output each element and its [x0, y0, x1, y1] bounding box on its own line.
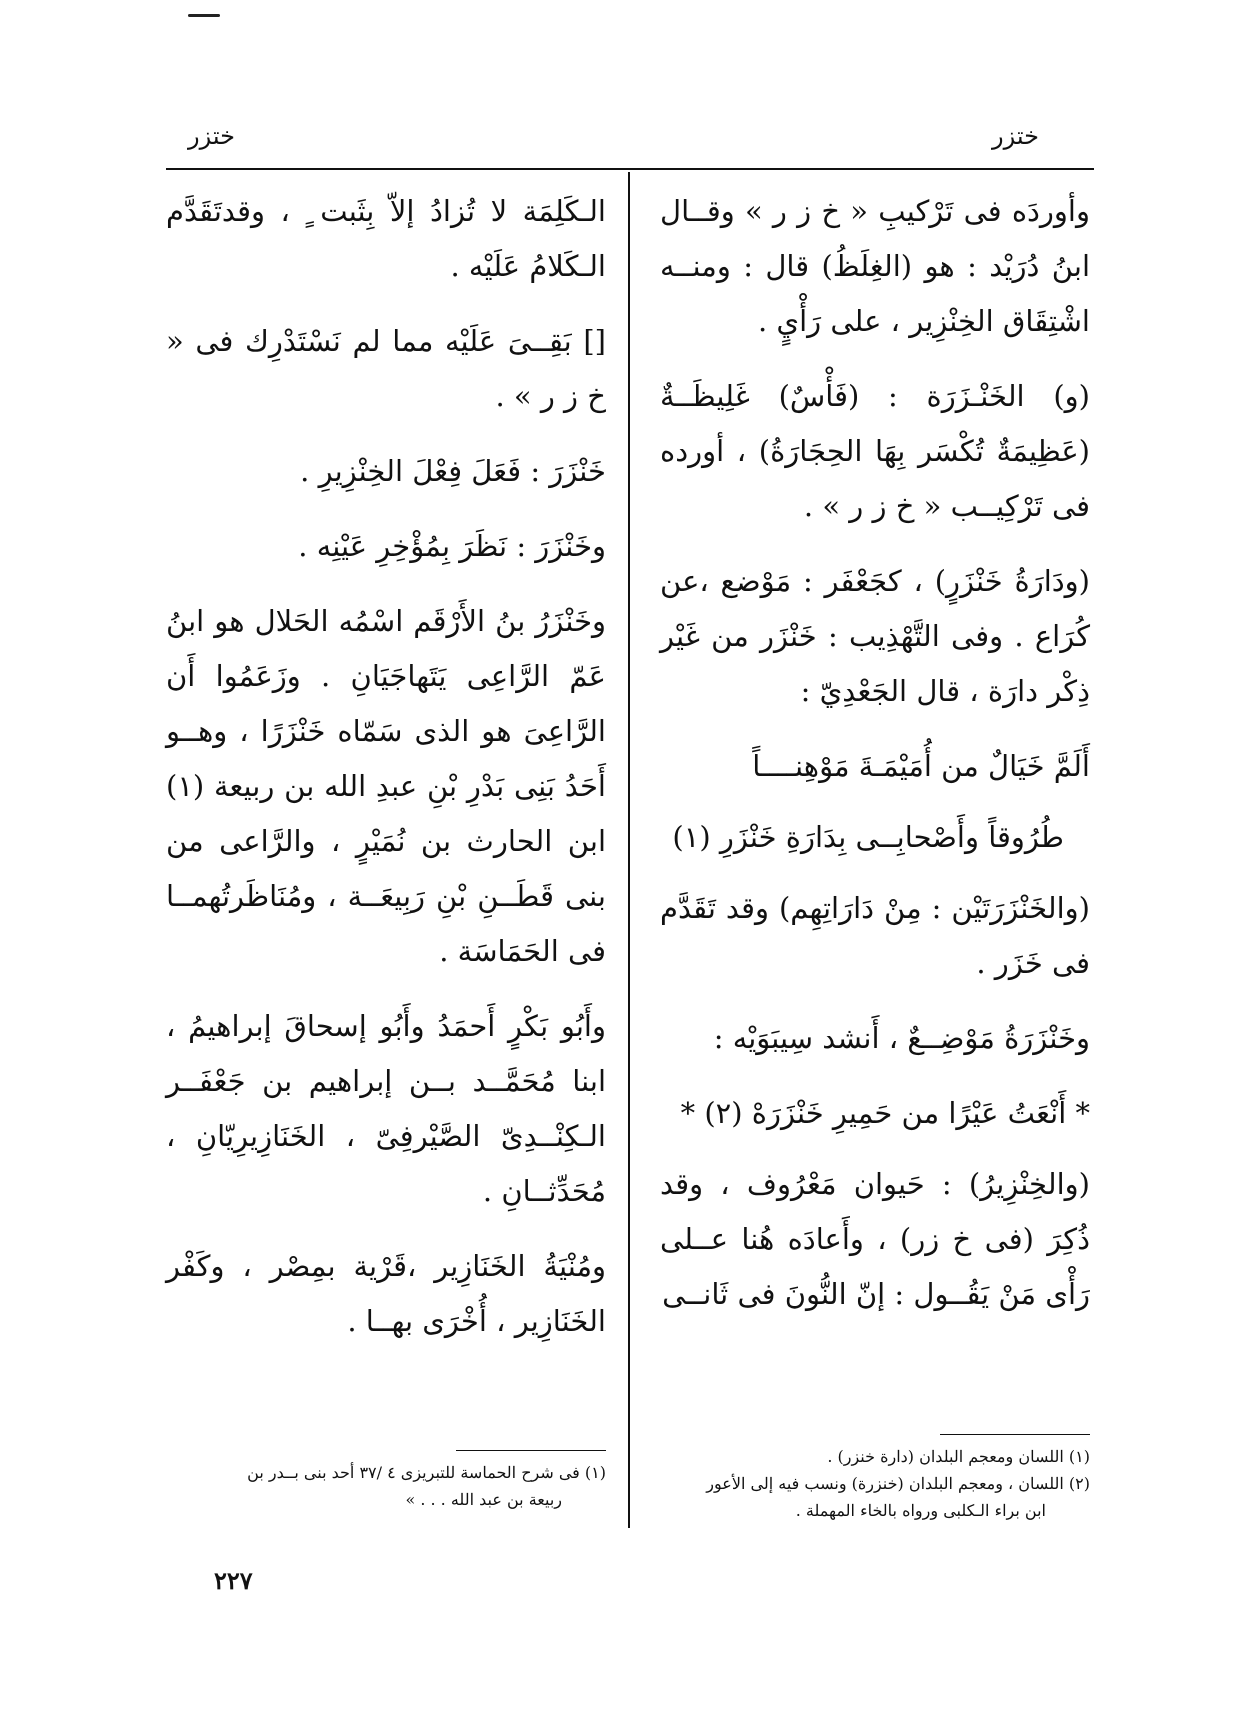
- paragraph: الـكَلِمَة لا تُزادُ إلاّ بِثَبت ٍ ، وقدتَقَدَّم الـكَلامُ عَلَيْه .: [166, 194, 606, 283]
- running-header-left: ختزر: [188, 122, 235, 150]
- column-divider: [628, 172, 630, 1528]
- paragraph: (ودَارَةُ خَنْزَرٍ) ، كجَعْفَر : مَوْضع ،عن كُرَاع . وفى التَّهْذِيب : خَنْزَر من غَيْر ذِكْر دارَة ، قال الجَعْدِيّ :: [660, 564, 1090, 708]
- corner-mark: [188, 14, 220, 17]
- paragraph: ومُنْيَةُ الخَنَازِير ،قَرْية بمِصْر ، وكَفْر الخَنَازِير ، أُخْرَى بهــا .: [166, 1249, 606, 1338]
- running-header-right: ختزر: [992, 122, 1039, 150]
- right-column: [660, 184, 1090, 1342]
- paragraph: (والخِنْزِيرُ) : حَيوان مَعْرُوف ، وقد ذُكِرَ (فى خ زر) ، وأَعادَه هُنا عــلى رَأْى مَنْ يَقُــول : إنّ النُّونَ فى ثَانــى: [660, 1167, 1090, 1311]
- footnote: ربيعة بن عبد الله . . . »: [405, 1490, 562, 1509]
- paragraph: (و) الخَنْـزَرَة : (فَأْسٌ) غَلِيظَــةٌ (عَظِيمَةٌ تُكْسَر بِهَا الحِجَارَةُ) ، أورده فى تَرْكِيــب « خ ز ر » .: [660, 379, 1090, 523]
- left-column: [166, 184, 606, 1369]
- footnote: (٢) اللسان ، ومعجم البلدان (خنزرة) ونسب فيه إلى الأعور: [706, 1474, 1090, 1493]
- paragraph: (والخَنْزَرَتَيْن : مِنْ دَارَاتِهِم) وقد تَقَدَّم فى خَزَر .: [660, 891, 1090, 980]
- verse-line: * أَنْعَتُ عَيْرًا من حَمِيرِ خَنْزَرَهْ (٢) *: [680, 1096, 1090, 1130]
- paragraph: وأوردَه فى تَرْكيبِ « خ ز ر » وقــال ابنُ دُرَيْد : هو (الغِلَظُ) قال : ومنــه اشْتِقَاق الخِنْزِير ، على رَأْيٍ .: [660, 194, 1090, 338]
- paragraph: [] بَقِــىَ عَلَيْه مما لم نَسْتَدْرِك فى « خ ز ر » .: [166, 324, 606, 413]
- footnote: ابن براء الـكلبى ورواه بالخاء المهملة .: [795, 1501, 1046, 1520]
- footnote-rule: [456, 1450, 606, 1451]
- footnote: (١) اللسان ومعجم البلدان (دارة خنزر) .: [827, 1447, 1090, 1466]
- verse-line: أَلَمَّ خَيَالٌ من أُمَيْمَـةَ مَوْهِنــــاً: [752, 749, 1090, 783]
- paragraph: وأَبُو بَكْرٍ أَحمَدُ وأَبُو إسحاقَ إبراهيمُ ، ابنا مُحَمَّــد بــن إبراهيم بن جَعْفَــر الـكِنْــدِىّ الصَّيْرفِىّ ، الخَنَازِيرِيّانِ ، مُحَدِّثــانِ .: [166, 1009, 606, 1208]
- footnotes-left: [166, 1450, 606, 1513]
- footnote-rule: [940, 1434, 1090, 1435]
- footnote: (١) فى شرح الحماسة للتبريزى ٤ /٣٧ أحد بنى بــدر بن: [247, 1463, 606, 1482]
- header-rule: [166, 168, 1094, 170]
- paragraph: وخَنْزَرَ : نَظَرَ بِمُؤْخِرِ عَيْنِه .: [298, 529, 606, 563]
- page-number: ٢٢٧: [214, 1566, 253, 1595]
- paragraph: خَنْزَرَ : فَعَلَ فِعْلَ الخِنْزِيرِ .: [300, 454, 606, 488]
- paragraph: وخَنْزَرَةُ مَوْضِــعٌ ، أَنشد سِيبَوَيْه :: [713, 1021, 1090, 1055]
- paragraph: وخَنْزَرُ بنُ الأَرْقَم اسْمُه الحَلال هو ابنُ عَمّ الرَّاعِى يَتَهاجَيَانِ . وزَعَمُوا أَن الرَّاعِىَ هو الذى سَمّاه خَنْزَرًا ، وهــو أَحَدُ بَنِى بَدْرِ بْنِ عبدِ الله بن ربيعة (١) ابن الحارث بن نُمَيْرٍ ، والرَّاعى من بنى قَطَــنِ بْنِ رَبِيعَــة ، ومُنَاظَرتُهمــا فى الحَمَاسَة .: [166, 604, 606, 968]
- footnotes-right: [660, 1434, 1090, 1524]
- verse-line: طُرُوقاً وأَصْحابِــى بِدَارَةِ خَنْزَرِ (١): [672, 820, 1064, 854]
